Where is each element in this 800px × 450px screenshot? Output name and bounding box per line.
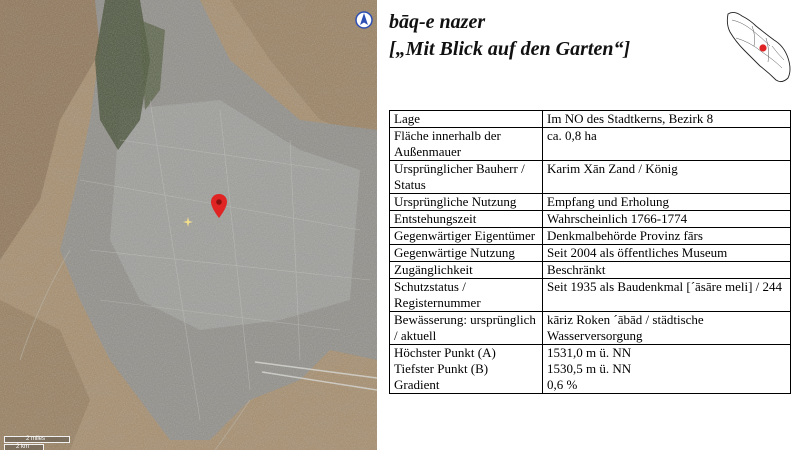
table-row [390, 161, 791, 194]
row-label: Fläche innerhalb der Außenmauer [390, 128, 543, 161]
table-row [390, 111, 791, 128]
row-value: 0,6 % [543, 377, 791, 394]
row-label: Zugänglichkeit [390, 262, 543, 279]
table-row [390, 312, 791, 345]
row-label: Bewässerung: ursprünglich / aktuell [390, 312, 543, 345]
row-value: 1531,0 m ü. NN [543, 345, 791, 362]
locator-marker-icon [759, 44, 766, 51]
marker-pin [211, 194, 227, 218]
row-value: Wahrscheinlich 1766-1774 [543, 211, 791, 228]
row-value: Denkmalbehörde Provinz fārs [543, 228, 791, 245]
table-row [390, 211, 791, 228]
row-value: Karim Xān Zand / König [543, 161, 791, 194]
row-value: Seit 1935 als Baudenkmal [´āsāre meli] / 244 [543, 279, 791, 312]
table-row [390, 228, 791, 245]
row-value: Empfang und Erholung [543, 194, 791, 211]
info-table [389, 110, 791, 394]
satellite-map [0, 0, 377, 450]
page-title: bāq-e nazer [389, 11, 486, 33]
row-value: 1530,5 m ü. NN [543, 361, 791, 377]
elevation-row [390, 377, 791, 394]
table-row [390, 245, 791, 262]
north-arrow-icon [355, 10, 373, 30]
location-marker-icon[interactable] [211, 194, 227, 218]
page-subtitle: [„Mit Blick auf den Garten“] [389, 38, 631, 60]
scale-label-km: 2 km [16, 444, 30, 450]
scale-label-miles: 2 miles [26, 436, 46, 442]
row-value: Seit 2004 als öffentliches Museum [543, 245, 791, 262]
row-label: Entstehungszeit [390, 211, 543, 228]
row-label: Gegenwärtige Nutzung [390, 245, 543, 262]
row-value: Im NO des Stadtkerns, Bezirk 8 [543, 111, 791, 128]
table-row [390, 279, 791, 312]
elevation-row [390, 361, 791, 377]
row-label: Ursprünglicher Bauherr / Status [390, 161, 543, 194]
row-label: Tiefster Punkt (B) [390, 361, 543, 377]
elevation-row [390, 345, 791, 362]
row-label: Gegenwärtiger Eigentümer [390, 228, 543, 245]
row-value: Beschränkt [543, 262, 791, 279]
table-row [390, 262, 791, 279]
row-label: Schutzstatus / Registernummer [390, 279, 543, 312]
row-value: kāriz Roken ´ābād / städtische Wasserversorgung [543, 312, 791, 345]
locator-map [722, 6, 794, 88]
row-label: Lage [390, 111, 543, 128]
row-label: Gradient [390, 377, 543, 394]
district-outline [727, 12, 790, 81]
row-value: ca. 0,8 ha [543, 128, 791, 161]
table-row [390, 128, 791, 161]
row-label: Höchster Punkt (A) [390, 345, 543, 362]
row-label: Ursprüngliche Nutzung [390, 194, 543, 211]
airplane-icon [183, 217, 193, 227]
table-row [390, 194, 791, 211]
